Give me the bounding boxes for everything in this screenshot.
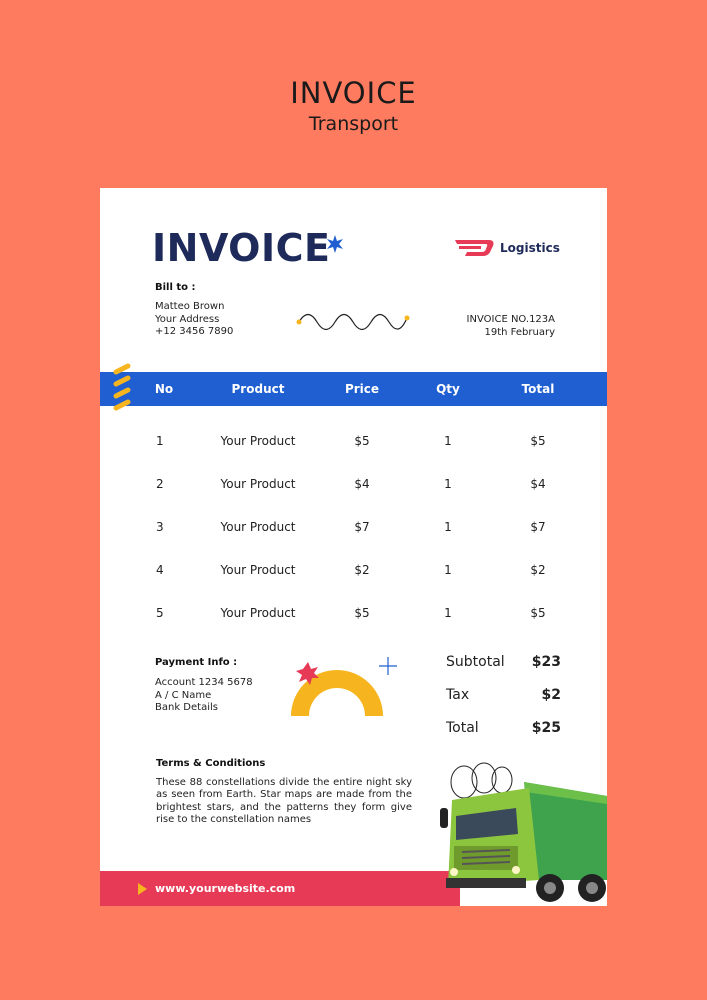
table-row: [100, 434, 607, 456]
website-link[interactable]: www.yourwebsite.com: [155, 882, 296, 895]
arrow-icon: [138, 883, 147, 895]
row-total: $7: [530, 520, 546, 534]
row-qty: 1: [444, 434, 452, 448]
star-icon: [326, 235, 344, 253]
table-row: [100, 563, 607, 585]
total-row: [446, 720, 561, 736]
header-price: Price: [344, 382, 380, 396]
row-price: $7: [354, 520, 370, 534]
row-qty: 1: [444, 477, 452, 491]
terms-label: Terms & Conditions: [156, 758, 266, 769]
invoice-sheet: [100, 188, 607, 906]
row-product: Your Product: [220, 563, 296, 577]
terms-text: These 88 constellations divide the entire night sky as seen from Earth. Star maps are made from the brightest stars, and the patterns they form give rise to the constellation names: [156, 777, 412, 825]
row-no: 2: [156, 477, 164, 491]
row-product: Your Product: [220, 434, 296, 448]
header-product: Product: [231, 382, 285, 396]
header-qty: Qty: [436, 382, 460, 396]
logo-name: Logistics: [500, 241, 560, 255]
truck-image: [434, 760, 607, 906]
row-total: $2: [530, 563, 546, 577]
bill-to-address: Your Address: [155, 313, 220, 325]
table-row: [100, 606, 607, 628]
row-qty: 1: [444, 563, 452, 577]
invoice-meta: [467, 314, 555, 339]
bill-to-phone: +12 3456 7890: [155, 326, 234, 337]
row-product: Your Product: [220, 477, 296, 491]
table-row: [100, 477, 607, 499]
row-total: $5: [530, 434, 546, 448]
footer-bar: [100, 871, 460, 906]
row-price: $2: [354, 563, 370, 577]
row-product: Your Product: [220, 520, 296, 534]
row-no: 4: [156, 563, 164, 577]
stripes-decoration: [110, 362, 134, 418]
row-no: 3: [156, 520, 164, 534]
terms-block: [156, 758, 412, 826]
payment-account: Account 1234 5678: [155, 677, 253, 688]
tax-value: $2: [541, 687, 561, 703]
total-value: $25: [531, 720, 561, 736]
page-header: [0, 76, 707, 136]
bill-to-name: Matteo Brown: [155, 301, 225, 312]
table-header: [100, 372, 607, 406]
table-row: [100, 520, 607, 542]
payment-label: Payment Info :: [155, 657, 238, 668]
row-product: Your Product: [220, 606, 296, 620]
plus-icon: [378, 656, 398, 676]
subtotal-value: $23: [531, 654, 561, 670]
row-total: $5: [530, 606, 546, 620]
invoice-title: INVOICE: [152, 226, 331, 270]
row-no: 5: [156, 606, 164, 620]
payment-name: A / C Name: [155, 689, 212, 701]
wave-line: [295, 310, 411, 330]
row-qty: 1: [444, 520, 452, 534]
row-price: $5: [354, 434, 370, 448]
header-total: Total: [521, 382, 555, 396]
tax-row: [446, 687, 561, 703]
header-no: No: [154, 382, 174, 396]
row-qty: 1: [444, 606, 452, 620]
page-header-subtitle: Transport: [308, 113, 399, 135]
subtotal-label: Subtotal: [446, 654, 505, 670]
bill-to-block: [155, 301, 233, 339]
row-total: $4: [530, 477, 546, 491]
bill-to-label: Bill to :: [155, 282, 196, 293]
page-header-title: INVOICE: [290, 76, 417, 110]
row-price: $5: [354, 606, 370, 620]
payment-block: [155, 677, 253, 715]
payment-bank: Bank Details: [155, 702, 218, 713]
tax-label: Tax: [446, 687, 470, 703]
invoice-number: INVOICE NO.123A: [466, 314, 555, 325]
invoice-date: 19th February: [484, 326, 555, 338]
row-price: $4: [354, 477, 370, 491]
row-no: 1: [156, 434, 164, 448]
logistics-logo-icon: [455, 238, 495, 260]
subtotal-row: [446, 654, 561, 670]
total-label: Total: [446, 720, 479, 736]
